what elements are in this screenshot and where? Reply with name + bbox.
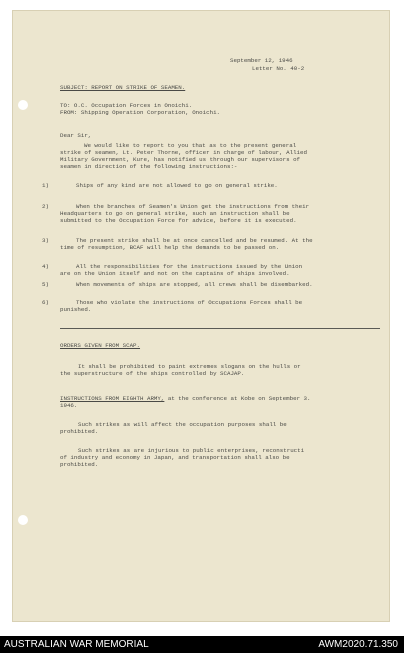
intro-line: We would like to report to you that as to the present general — [84, 142, 297, 149]
letter-date: September 12, 1946 — [230, 57, 293, 64]
letter-body — [12, 10, 390, 622]
item-text: All the responsibilities for the instructions issued by the Union — [76, 263, 303, 270]
letter-subject: SUBJECT: REPORT ON STRIKE OF SEAMEN. — [60, 84, 186, 91]
item-text: When the branches of Seamen's Union get the instructions from their — [76, 203, 310, 210]
letter-to: TO: O.C. Occupation Forces in Onoichi. — [60, 102, 193, 109]
section-text: prohibited. — [60, 461, 99, 468]
section-text: It shall be prohibited to paint extremes slogans on the hulls or — [78, 363, 301, 370]
item-text: time of resumption, BCAF will help the demands to be passed on. — [60, 244, 280, 251]
section-text: of industry and economy in Japan, and transportation shall also be — [60, 454, 290, 461]
section-text: Such strikes as are injurious to public enterprises, reconstructi — [78, 447, 305, 454]
archive-footer — [0, 636, 404, 653]
divider-line — [60, 328, 380, 329]
section-text: prohibited. — [60, 428, 99, 435]
letter-number: Letter No. 40-2 — [252, 65, 305, 72]
section-heading: ORDERS GIVEN FROM SCAP. — [60, 342, 141, 349]
section-heading-rest: at the conference at Kobe on September 3. — [164, 395, 311, 402]
item-text: punished. — [60, 306, 92, 313]
intro-line: seamen in direction of the following instructions:- — [60, 163, 238, 170]
section-heading-line — [60, 395, 310, 402]
item-text: are on the Union itself and not on the captains of ships involved. — [60, 270, 290, 277]
item-number: 5) — [42, 281, 49, 288]
section-text: Such strikes as will affect the occupation purposes shall be — [78, 421, 287, 428]
item-number: 6) — [42, 299, 49, 306]
salutation: Dear Sir, — [60, 132, 92, 139]
section-heading: INSTRUCTIONS FROM EIGHTH ARMY, — [60, 395, 165, 402]
section-year: 1946. — [60, 402, 78, 409]
letter-from: FROM: Shipping Operation Corporation, Onoichi. — [60, 109, 221, 116]
item-number: 3) — [42, 237, 49, 244]
document-paper — [12, 10, 390, 622]
item-text: When movements of ships are stopped, all crews shall be disembarked. — [76, 281, 313, 288]
item-text: The present strike shall be at once cancelled and be resumed. At the — [76, 237, 313, 244]
intro-line: strike of seamen, Lt. Peter Thorne, officer in charge of labour, Allied — [60, 149, 307, 156]
item-number: 2) — [42, 203, 49, 210]
item-text: Ships of any kind are not allowed to go on general strike. — [76, 182, 278, 189]
section-text: the superstructure of the ships controlled by SCAJAP. — [60, 370, 245, 377]
intro-line: Military Government, Kure, has notified us through our supervisors of — [60, 156, 301, 163]
item-text: Headquarters to go on general strike, such an instruction shall be — [60, 210, 290, 217]
item-number: 4) — [42, 263, 49, 270]
item-text: Those who violate the instructions of Occupations Forces shall be — [76, 299, 303, 306]
footer-institution: AUSTRALIAN WAR MEMORIAL — [4, 639, 149, 650]
item-number: 1) — [42, 182, 49, 189]
footer-accession-number: AWM2020.71.350 — [318, 639, 398, 650]
item-text: submitted to the Occupation Force for advice, before it is executed. — [60, 217, 297, 224]
